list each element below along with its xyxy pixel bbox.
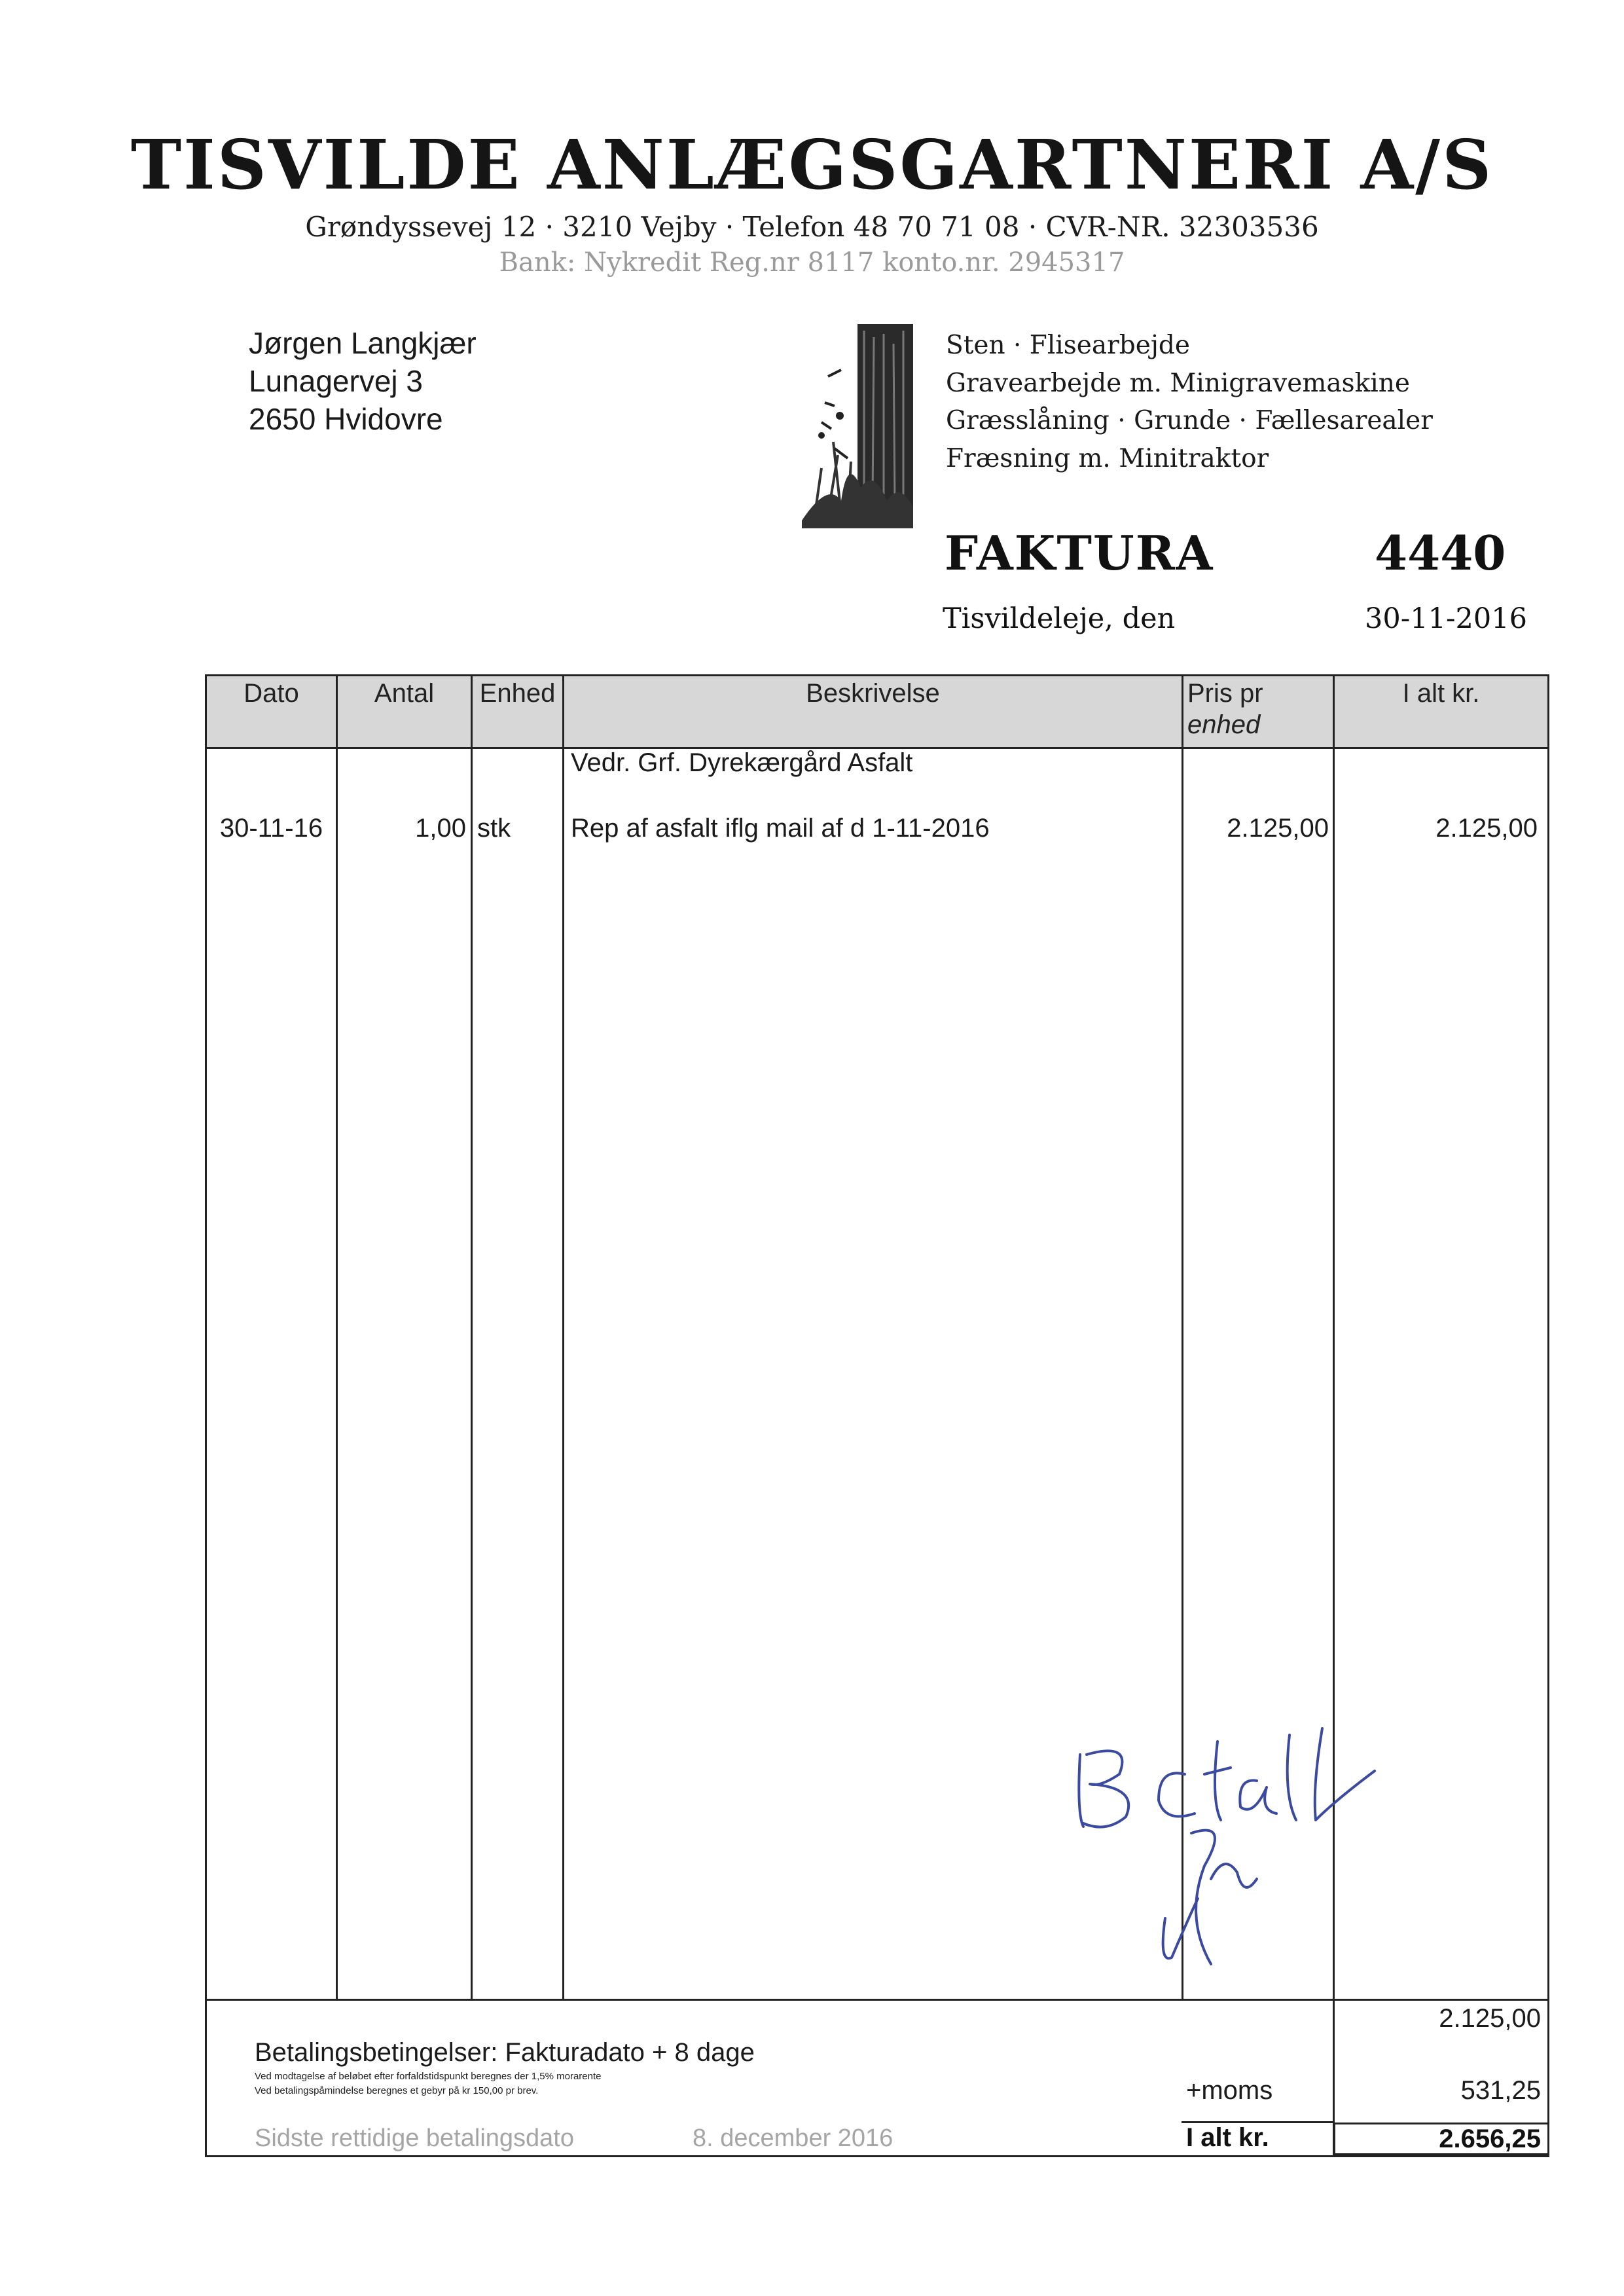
last-payment-date: 8. december 2016: [693, 2124, 893, 2152]
recipient-city: 2650 Hvidovre: [249, 402, 443, 436]
row-pris: 2.125,00: [1227, 814, 1329, 843]
service-line-1: Sten · Flisearbejde: [946, 331, 1190, 360]
header-dato: Dato: [244, 679, 299, 708]
payment-terms-note-2: Ved betalingspåmindelse beregnes et gebyr på kr 150,00 pr brev.: [255, 2085, 539, 2096]
company-name: TISVILDE ANLÆGSGARTNERI A/S: [130, 124, 1494, 205]
header-enhed: Enhed: [479, 679, 556, 708]
handwritten-signature: [1060, 1702, 1401, 1977]
header-pris-line2: enhed: [1187, 710, 1261, 739]
payment-terms-note-1: Ved modtagelse af beløbet efter forfaldstidspunkt beregnes der 1,5% morarente: [255, 2071, 602, 2082]
moms-label: +moms: [1186, 2076, 1273, 2105]
column-divider: [562, 676, 564, 1999]
place-date-label: Tisvildeleje, den: [943, 602, 1176, 635]
row-dato: 30-11-16: [219, 814, 323, 843]
invoice-number: 4440: [1375, 525, 1506, 581]
header-beskrivelse: Beskrivelse: [806, 679, 940, 708]
reference-line: Vedr. Grf. Dyrekærgård Asfalt: [571, 748, 913, 777]
moms-value: 531,25: [1460, 2076, 1541, 2105]
row-ialt: 2.125,00: [1435, 814, 1538, 843]
column-divider: [471, 676, 473, 1999]
header-ialt: I alt kr.: [1402, 679, 1480, 708]
total-label: I alt kr.: [1186, 2123, 1269, 2152]
service-line-3: Græsslåning · Grunde · Fællesarealer: [946, 406, 1433, 435]
service-line-2: Gravearbejde m. Minigravemaskine: [946, 369, 1410, 398]
service-line-4: Fræsning m. Minitraktor: [946, 444, 1269, 473]
recipient-name: Jørgen Langkjær: [249, 326, 477, 360]
total-value: 2.656,25: [1439, 2124, 1541, 2153]
invoice-title: FAKTURA: [945, 525, 1214, 581]
invoice-date: 30-11-2016: [1365, 602, 1527, 635]
column-divider: [336, 676, 338, 1999]
header-antal: Antal: [374, 679, 435, 708]
total-box: [1333, 2123, 1549, 2155]
header-pris-line1: Pris pr: [1187, 679, 1263, 708]
recipient-street: Lunagervej 3: [249, 364, 423, 398]
company-contact-line: Grøndyssevej 12 · 3210 Vejby · Telefon 48 70 71 08 · CVR-NR. 32303536: [305, 211, 1319, 243]
table-body-bottom-line: [207, 1999, 1547, 2001]
row-enhed: stk: [477, 814, 511, 843]
subtotal-value: 2.125,00: [1439, 2004, 1541, 2033]
payment-terms: Betalingsbetingelser: Fakturadato + 8 dage: [255, 2038, 755, 2067]
row-antal: 1,00: [415, 814, 466, 843]
company-bank-line: Bank: Nykredit Reg.nr 8117 konto.nr. 2945317: [499, 247, 1125, 278]
row-beskrivelse: Rep af asfalt iflg mail af d 1-11-2016: [571, 814, 990, 843]
tree-logo: [802, 324, 913, 528]
last-payment-date-label: Sidste rettidige betalingsdato: [255, 2124, 574, 2152]
